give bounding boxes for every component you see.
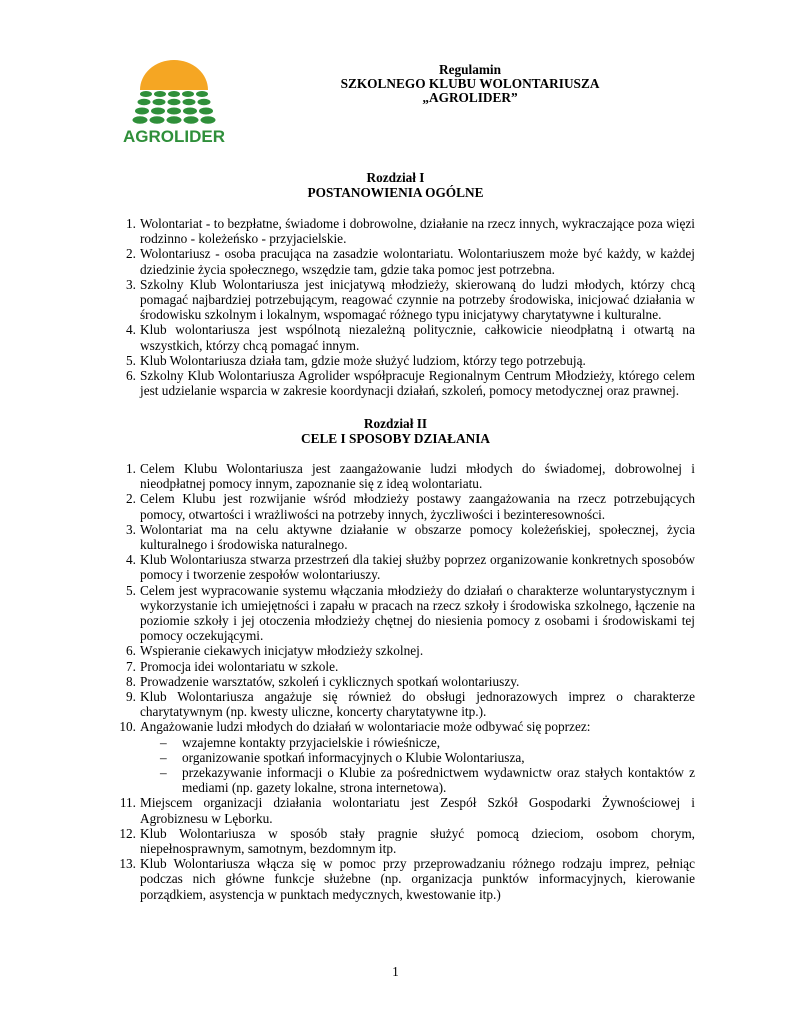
title-line-2: SZKOLNEGO KLUBU WOLONTARIUSZA	[340, 76, 600, 91]
list-item	[126, 352, 695, 368]
list-item	[126, 368, 695, 399]
list-item	[119, 719, 695, 796]
list-item-text: Szkolny Klub Wolontariusza Agrolider współpracuje Regionalnym Centrum Młodzieży, którego celem jest udzielanie wsparcia w zakresie koordynacji działań, szkoleń, pomocy metodycznej oraz prawnej.	[140, 368, 695, 399]
chapter-2-list	[119, 461, 695, 902]
list-item	[126, 582, 695, 644]
agrolider-logo	[118, 58, 230, 146]
sub-list-item-text: przekazywanie informacji o Klubie za pośrednictwem wydawnictw oraz stałych kontaktów z mediami (np. gazety lokalne, strona internetowa).	[182, 765, 695, 796]
list-item-number: 4.	[126, 552, 136, 568]
list-item-text: Celem Klubu jest rozwijanie wśród młodzieży postawy zaangażowania na rzecz potrzebujących pomocy, otwartości i wrażliwości na potrzeby innych, życzliwości i bezinteresowności.	[140, 491, 695, 522]
list-item-text: Celem Klubu Wolontariusza jest zaangażowanie ludzi młodych do świadomej, dobrowolnej i nieodpłatnej pomocy innym, zapoznanie się z ideą wolontariatu.	[140, 461, 695, 492]
sub-list	[140, 735, 695, 796]
dash-bullet: –	[160, 765, 167, 781]
list-item-text: Celem jest wypracowanie systemu włączania młodzieży do działań o charakterze woluntarystycznym i wykorzystanie ich umiejętności i zapału w pracach na rzecz szkoły i środowiska szkolnego, łączenie na poziomie szkoły i jej otoczenia młodzieży chętnej do niesienia pomocy z osobami i środowiskami tej pomocy oczekującymi.	[140, 582, 695, 644]
list-item-number: 6.	[126, 643, 136, 659]
chapter-1-list	[126, 216, 695, 399]
list-item	[119, 795, 695, 826]
sub-list-item	[140, 765, 695, 795]
list-item-text: Klub Wolontariusza włącza się w pomoc przy przeprowadzaniu różnego rodzaju imprez, pełniąc podczas nich główne funkcje służebne (np. organizacja punktów informacyjnych, kierowanie porządkiem, asystencja w punktach medycznych, kwestowanie itp.)	[140, 856, 695, 902]
list-item	[119, 856, 695, 902]
list-item	[126, 658, 695, 674]
chapter-1-title: POSTANOWIENIA OGÓLNE	[307, 185, 484, 200]
list-item-number: 5.	[126, 582, 136, 598]
list-item-number: 10.	[119, 719, 136, 735]
sun-shape	[140, 60, 208, 90]
list-item-text: Klub wolontariusza jest wspólnotą niezależną politycznie, całkowicie nieodpłatną i otwartą na wszystkich, którzy chcą pomagać innym.	[140, 322, 695, 353]
sub-list-item	[140, 735, 695, 750]
chapter-1-label: Rozdział I	[366, 170, 425, 185]
list-item-number: 6.	[126, 368, 136, 384]
list-item-number: 3.	[126, 521, 136, 537]
logo-text: AGROLIDER	[123, 127, 225, 146]
list-item-text: Miejscem organizacji działania wolontariatu jest Zespół Szkół Gospodarki Żywnościowej i Agrobiznesu w Lęborku.	[140, 795, 695, 826]
chapter-1-heading	[0, 170, 791, 200]
list-item-text: Angażowanie ludzi młodych do działań w wolontariacie może odbywać się poprzez:	[140, 719, 591, 735]
list-item-number: 2.	[126, 491, 136, 507]
list-item-text: Wolontariat - to bezpłatne, świadome i dobrowolne, działanie na rzecz innych, wykraczające poza więzi rodzinno - koleżeńsko - przyjacielskie.	[140, 216, 695, 247]
list-item-text: Klub Wolontariusza w sposób stały pragnie służyć pomocą dzieciom, osobom chorym, niepełnosprawnym, samotnym, bezdomnym itp.	[140, 825, 695, 857]
list-item-text: Promocja idei wolontariatu w szkole.	[140, 658, 339, 674]
list-item-text: Wolontariusz - osoba pracująca na zasadzie wolontariatu. Wolontariuszem może być każdy, w każdej dziedzinie życia społecznego, wszędzie tam, gdzie taka pomoc jest potrzebna.	[140, 246, 695, 277]
list-item-text: Szkolny Klub Wolontariusza jest inicjatywą młodzieży, skierowaną do ludzi młodych, którzy chcą pomagać najbardziej potrzebującym, reagować czynnie na potrzeby środowiska, inicjować działania w środowisku szkolnym i lokalnym, wspomagać różnego typu inicjatywy charytatywne i kulturalne.	[140, 276, 695, 323]
list-item-number: 13.	[119, 856, 136, 872]
list-item-number: 4.	[126, 322, 136, 338]
sub-list-item-text: wzajemne kontakty przyjacielskie i rówieśnicze,	[182, 734, 441, 750]
list-item-number: 11.	[119, 795, 136, 811]
list-item-text: Wspieranie ciekawych inicjatyw młodzieży szkolnej.	[140, 643, 424, 659]
list-item-text: Wolontariat ma na celu aktywne działanie w obszarze pomocy koleżeńskiej, społecznej, życia kulturalnego i środowiska naturalnego.	[140, 521, 695, 553]
field-dots	[133, 91, 216, 124]
list-item-text: Klub Wolontariusza działa tam, gdzie może służyć ludziom, którzy tego potrzebują.	[140, 352, 586, 368]
list-item-text: Klub Wolontariusza stwarza przestrzeń dla takiej służby poprzez organizowanie konkretnych sposobów pomocy i tworzenie zespołów wolontariuszy.	[140, 552, 695, 583]
list-item	[126, 276, 695, 323]
agrolider-logo-graphic	[118, 58, 230, 146]
list-item	[126, 689, 695, 720]
dash-bullet: –	[160, 749, 167, 765]
chapter-2-heading	[0, 416, 791, 446]
list-item	[126, 322, 695, 353]
list-item	[126, 216, 695, 247]
page-number: 1	[392, 964, 399, 979]
list-item	[126, 491, 695, 522]
list-item	[126, 552, 695, 583]
sub-list-item	[140, 750, 695, 765]
list-item-number: 3.	[126, 276, 136, 292]
list-item-number: 9.	[126, 689, 136, 705]
list-item	[126, 673, 695, 689]
document-title	[300, 63, 640, 105]
list-item	[126, 521, 695, 553]
dash-bullet: –	[160, 734, 167, 750]
list-item-number: 7.	[126, 658, 136, 674]
list-item-number: 12.	[119, 825, 136, 841]
list-item-number: 5.	[126, 352, 136, 368]
chapter-2-title: CELE I SPOSOBY DZIAŁANIA	[300, 431, 491, 446]
list-item-number: 2.	[126, 246, 136, 262]
list-item-number: 8.	[126, 673, 136, 689]
title-line-3: „AGROLIDER”	[422, 90, 518, 105]
list-item	[126, 246, 695, 277]
title-line-1: Regulamin	[438, 62, 502, 77]
list-item-number: 1.	[126, 216, 136, 231]
list-item	[126, 643, 695, 659]
list-item-number: 1.	[126, 461, 136, 476]
sub-list-item-text: organizowanie spotkań informacyjnych o Klubie Wolontariusza,	[182, 749, 525, 765]
list-item	[126, 461, 695, 492]
chapter-2-label: Rozdział II	[363, 416, 428, 431]
list-item-text: Prowadzenie warsztatów, szkoleń i cyklicznych spotkań wolontariuszy.	[140, 673, 520, 689]
list-item	[119, 825, 695, 857]
list-item-text: Klub Wolontariusza angażuje się również do obsługi jednorazowych imprez o charakterze charytatywnym (np. kwesty uliczne, koncerty charytatywne itp.).	[140, 689, 695, 720]
